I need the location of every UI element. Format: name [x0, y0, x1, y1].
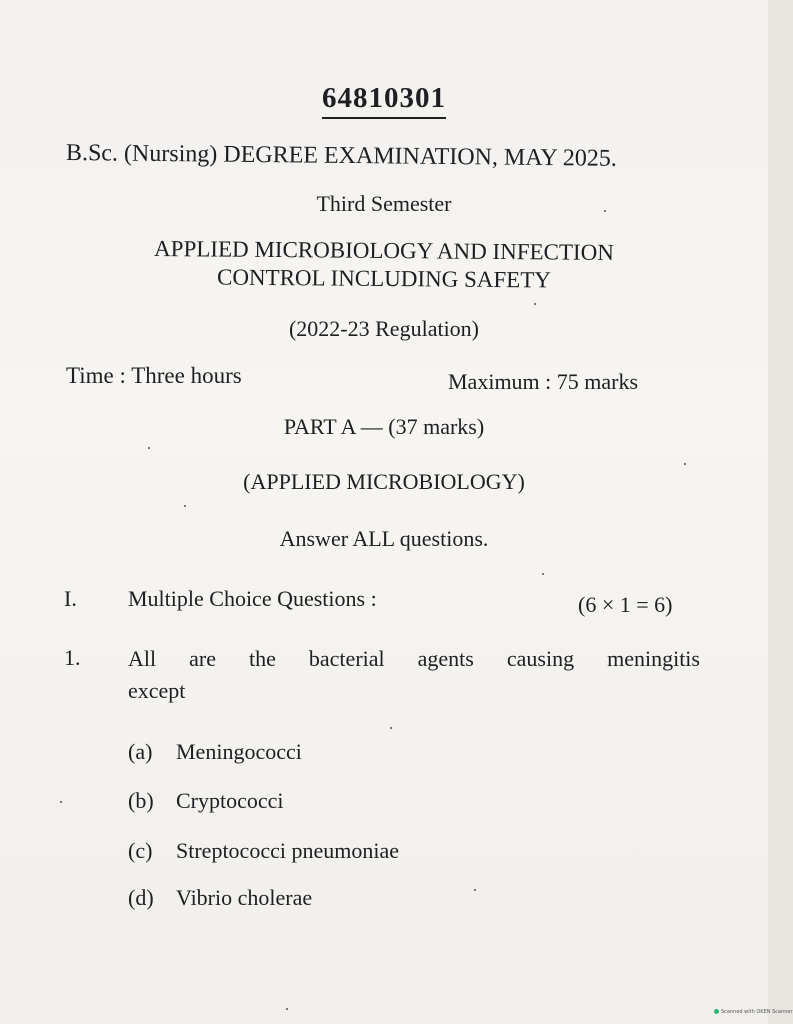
section-title: Multiple Choice Questions : [128, 586, 377, 611]
scan-speck [60, 801, 62, 803]
maximum-marks: Maximum : 75 marks [448, 369, 639, 394]
scan-speck [148, 447, 150, 449]
option-label-c: (c) [128, 838, 153, 863]
scan-speck [542, 573, 544, 575]
scan-speck [390, 727, 392, 729]
question-text-line2: except [128, 678, 186, 703]
exam-time: Time : Three hours [66, 363, 242, 388]
scan-speck [474, 889, 476, 891]
scanner-watermark: Scanned with OKEN Scanner [714, 1009, 793, 1015]
part-subtitle: (APPLIED MICROBIOLOGY) [243, 469, 525, 494]
scan-speck [604, 210, 606, 212]
subject-title-line2: CONTROL INCLUDING SAFETY [216, 264, 552, 293]
instruction: Answer ALL questions. [279, 526, 489, 551]
option-text-a: Meningococci [176, 739, 302, 764]
scan-speck [684, 463, 686, 465]
option-text-b: Cryptococci [176, 788, 284, 813]
subject-title-line1: APPLIED MICROBIOLOGY AND INFECTION [153, 235, 614, 266]
regulation: (2022-23 Regulation) [288, 316, 480, 341]
scan-speck [534, 303, 536, 305]
scanner-logo-icon [714, 1009, 719, 1014]
semester: Third Semester [316, 191, 452, 216]
paper-code: 64810301 [0, 82, 768, 119]
option-text-d: Vibrio cholerae [176, 885, 313, 910]
section-marks: (6 × 1 = 6) [578, 592, 673, 617]
scan-speck [184, 505, 186, 507]
option-label-b: (b) [128, 788, 154, 813]
section-number: I. [64, 586, 77, 611]
option-label-a: (a) [128, 739, 153, 764]
question-number: 1. [64, 645, 81, 670]
exam-title: B.Sc. (Nursing) DEGREE EXAMINATION, MAY 2025. [65, 140, 617, 172]
option-text-c: Streptococci pneumoniae [176, 838, 399, 863]
scan-speck [286, 1008, 288, 1010]
option-label-d: (d) [128, 885, 154, 910]
question-text-line1: All are the bacterial agents causing meningitis [128, 646, 700, 671]
part-title: PART A — (37 marks) [283, 414, 485, 439]
